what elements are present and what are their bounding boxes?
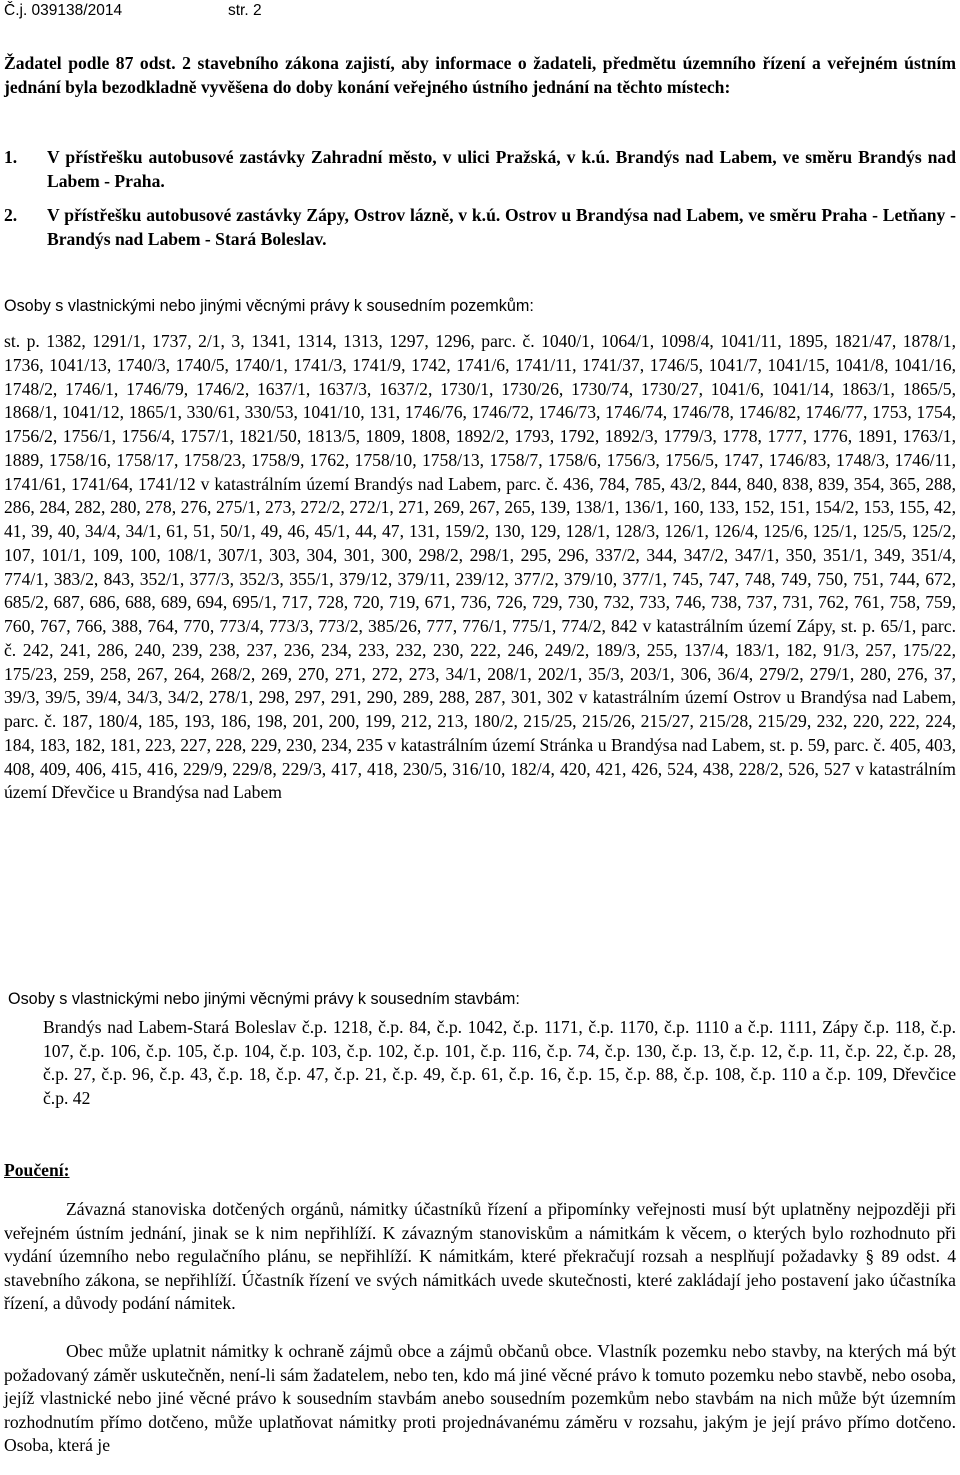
neighbors-land-heading: Osoby s vlastnickými nebo jinými věcnými právy k sousedním pozemkům:	[4, 297, 534, 315]
neighbors-buildings-list: Brandýs nad Labem-Stará Boleslav č.p. 1218, č.p. 84, č.p. 1042, č.p. 1171, č.p. 1170, č.p. 1110 a č.p. 1111, Zápy č.p. 118, č.p. 107, č.p. 106, č.p. 105, č.p. 104, č.p. 103, č.p. 102, č.p. 101, č.p. 116, č.p. 74, č.p. 130, č.p. 13, č.p. 12, č.p. 11, č.p. 22, č.p. 28, č.p. 27, č.p. 96, č.p. 43, č.p. 18, č.p. 47, č.p. 21, č.p. 49, č.p. 61, č.p. 16, č.p. 15, č.p. 88, č.p. 108, č.p. 110 a č.p. 109, Dřevčice č.p. 42	[43, 1017, 956, 1108]
location-number: 1.	[4, 147, 18, 167]
instruction-paragraph-2: Obec může uplatnit námitky k ochraně zájmů obce a zájmů občanů obce. Vlastník pozemku nebo stavby, na kterých má být požadovaný záměr uskutečněn, není-li sám žadatelem, nebo ten, kdo má jiné věcné právo k tomuto pozemku nebo stavbě, nebo osoba, jejíž vlastnické nebo jiné věcné právo k sousedním stavbám anebo sousedním pozemkům nebo stavbám na nich může být územním rozhodnutím přímo dotčeno, může uplatňovat námitky proti projednávanému záměru v rozsahu, jakým je její právo přímo dotčeno. Osoba, která je	[4, 1341, 956, 1456]
page-number: str. 2	[228, 2, 262, 19]
page-header	[4, 2, 262, 20]
location-number: 2.	[4, 205, 18, 225]
instruction-paragraph-1: Závazná stanoviska dotčených orgánů, námitky účastníků řízení a připomínky veřejnosti musí být uplatněny nejpozději při veřejném ústním jednání, jinak se k nim nepřihlíží. K závazným stanoviskům a námitkám k věcem, o kterých bylo rozhodnuto při vydání územního nebo regulačního plánu, se nepřihlíží. K námitkám, které překračují rozsah a nesplňují požadavky § 89 odst. 4 stavebního zákona, se nepřihlíží. Účastník řízení ve svých námitkách uvede skutečnosti, které zakládají jeho postavení jako účastníka řízení, a důvody podání námitek.	[4, 1199, 956, 1314]
reference-number: Č.j. 039138/2014	[4, 2, 123, 19]
intro-paragraph: Žadatel podle 87 odst. 2 stavebního zákona zajistí, aby informace o žadateli, předmětu územního řízení a veřejném ústním jednání byla bezodkladně vyvěšena do doby konání veřejného ústního jednání na těchto místech:	[4, 53, 956, 97]
location-text: V přístřešku autobusové zastávky Zahradní město, v ulici Pražská, v k.ú. Brandýs nad Labem, ve směru Brandýs nad Labem - Praha.	[47, 147, 956, 191]
neighbors-land-list: st. p. 1382, 1291/1, 1737, 2/1, 3, 1341, 1314, 1313, 1297, 1296, parc. č. 1040/1, 1064/1, 1098/4, 1041/11, 1895, 1821/47, 1878/1, 1736, 1041/13, 1740/3, 1740/5, 1740/1, 1741/3, 1741/9, 1742, 1741/6, 1741/11, 1741/37, 1746/5, 1041/7, 1041/15, 1041/8, 1041/16, 1748/2, 1746/1, 1746/79, 1746/2, 1637/1, 1637/3, 1637/2, 1730/1, 1730/26, 1730/74, 1730/27, 1041/6, 1041/14, 1863/1, 1865/5, 1868/1, 1041/12, 1865/1, 330/61, 330/53, 1041/10, 131, 1746/76, 1746/72, 1746/73, 1746/74, 1746/78, 1746/82, 1746/77, 1753, 1754, 1756/2, 1756/1, 1756/4, 1757/1, 1821/50, 1813/5, 1809, 1808, 1892/2, 1793, 1792, 1892/3, 1779/3, 1778, 1777, 1776, 1891, 1763/1, 1889, 1758/16, 1758/17, 1758/23, 1758/9, 1762, 1758/10, 1758/13, 1758/7, 1758/6, 1756/3, 1756/5, 1747, 1746/83, 1748/3, 1746/11, 1741/61, 1741/64, 1741/12 v katastrálním území Brandýs nad Labem, parc. č. 436, 784, 785, 43/2, 844, 840, 838, 839, 354, 365, 288, 286, 284, 282, 280, 278, 276, 275/1, 273, 272/2, 272/1, 271, 269, 267, 265, 139, 138/1, 136/1, 160, 133, 152, 151, 154/2, 153, 155, 42, 41, 39, 40, 34/4, 34/1, 61, 51, 50/1, 49, 46, 45/1, 44, 47, 131, 159/2, 130, 129, 128/1, 128/3, 126/1, 126/4, 125/6, 125/1, 125/5, 125/2, 107, 101/1, 109, 100, 108/1, 307/1, 303, 304, 301, 300, 298/2, 298/1, 295, 296, 337/2, 344, 347/2, 347/1, 350, 351/1, 349, 351/4, 774/1, 383/2, 843, 352/1, 377/3, 352/3, 355/1, 379/12, 379/11, 239/12, 377/2, 379/10, 377/1, 745, 747, 748, 749, 750, 751, 744, 672, 685/2, 687, 686, 688, 689, 694, 695/1, 717, 728, 720, 719, 671, 736, 726, 729, 730, 732, 733, 746, 738, 737, 731, 762, 761, 758, 759, 760, 767, 766, 388, 764, 770, 773/4, 773/3, 773/2, 385/26, 777, 776/1, 775/1, 774/2, 842 v katastrálním území Zápy, st. p. 65/1, parc. č. 242, 241, 286, 240, 239, 238, 237, 236, 234, 233, 232, 230, 222, 246, 249/2, 189/3, 255, 137/4, 183/1, 182, 91/3, 257, 175/22, 175/23, 259, 258, 267, 264, 268/2, 269, 270, 271, 272, 273, 34/1, 208/1, 202/1, 35/3, 203/1, 306, 36/4, 279/2, 279/1, 280, 276, 37, 39/3, 39/5, 39/4, 34/3, 34/2, 278/1, 298, 297, 291, 290, 289, 288, 287, 301, 302 v katastrálním území Ostrov u Brandýsa nad Labem, parc. č. 187, 180/4, 185, 193, 186, 198, 201, 200, 199, 212, 213, 180/2, 215/25, 215/26, 215/27, 215/28, 215/29, 232, 220, 222, 224, 184, 183, 182, 181, 223, 227, 228, 229, 230, 234, 235 v katastrálním území Stránka u Brandýsa nad Labem, st. p. 59, parc. č. 405, 403, 408, 409, 406, 415, 416, 229/9, 229/8, 229/3, 417, 418, 230/5, 316/10, 182/4, 420, 421, 426, 524, 438, 228/2, 526, 527 v katastrálním území Dřevčice u Brandýsa nad Labem	[4, 331, 956, 803]
neighbors-buildings-heading: Osoby s vlastnickými nebo jinými věcnými právy k sousedním stavbám:	[8, 990, 520, 1008]
location-item-2	[4, 204, 956, 251]
location-item-1	[4, 146, 956, 193]
location-text: V přístřešku autobusové zastávky Zápy, Ostrov lázně, v k.ú. Ostrov u Brandýsa nad Labem, ve směru Praha - Letňany - Brandýs nad Labem - Stará Boleslav.	[47, 205, 956, 249]
instruction-heading: Poučení:	[4, 1160, 70, 1180]
